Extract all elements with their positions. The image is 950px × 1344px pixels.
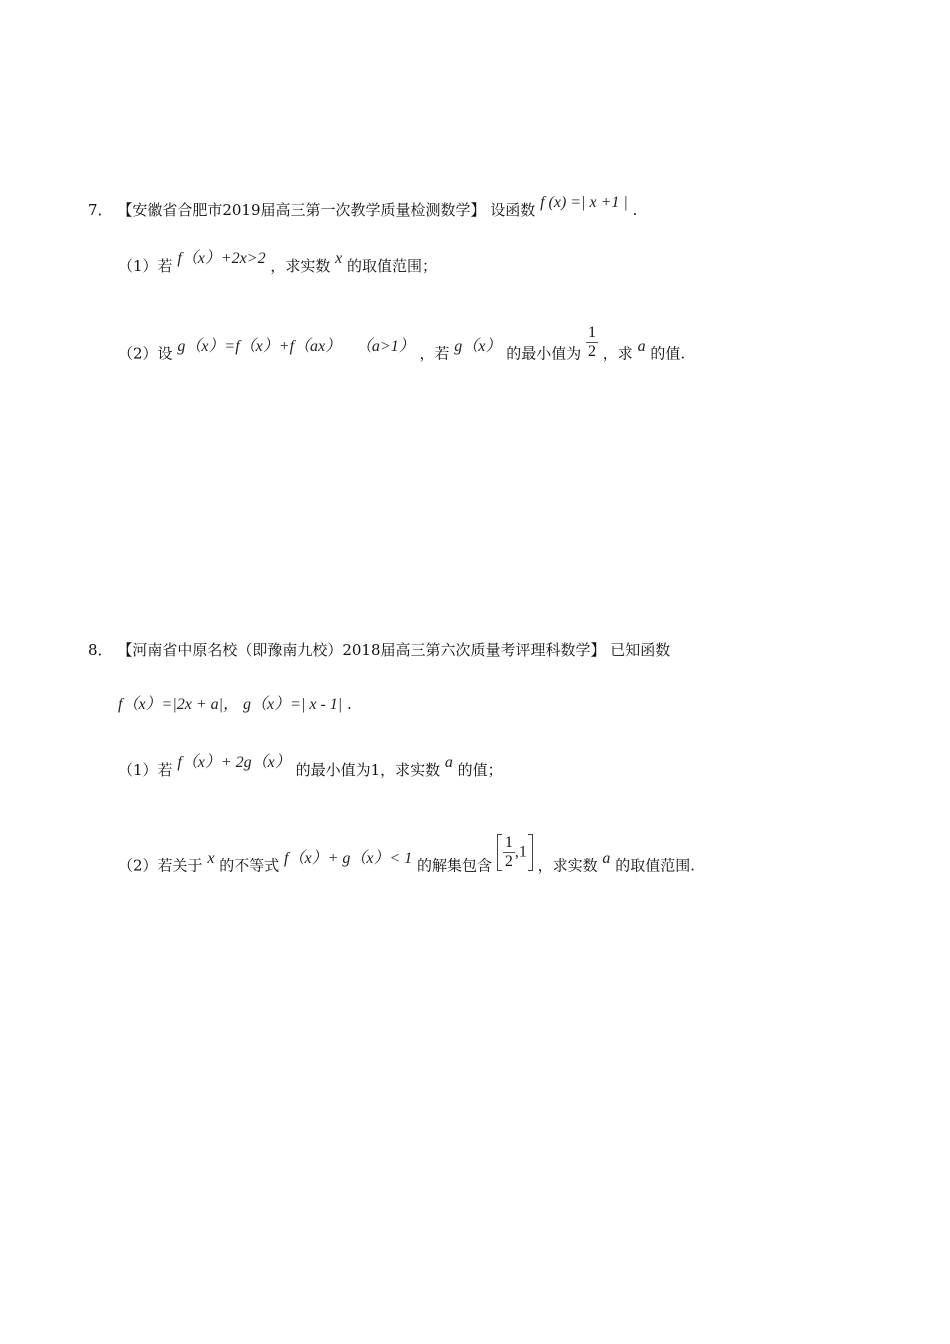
problem-8-header [88,640,670,660]
fraction-denominator: 2 [587,343,596,360]
variable-x: x [207,849,215,867]
variable-a: a [637,337,646,355]
problem-intro: 已知函数 [610,641,671,659]
part-text: ，求实数 [270,257,331,275]
part-text: 的取值范围； [347,257,438,275]
part-text: ，若 [419,344,450,363]
part-text: 的值. [650,344,686,363]
function-definition: f (x) =| x +1 | [540,194,628,211]
period: . [346,695,352,713]
variable-a: a [444,754,453,771]
problem-8-part-2 [118,834,695,885]
part-text: 的解集包含 [417,856,493,875]
part-text: 的最小值为1，求实数 [295,761,441,779]
part-text: ，求 [602,344,633,363]
problem-intro: 设函数 [490,201,536,219]
problem-number: 7． [88,201,113,219]
variable-x: x [335,250,343,267]
fraction-one-half [503,834,515,871]
inequality-expression: f（x）+ g（x）< 1 [284,849,413,867]
sum-expression: f（x）+ 2g（x） [177,754,291,771]
problem-8-functions [118,694,352,715]
part-text: 的最小值为 [506,344,582,363]
problem-7-part-2 [118,324,686,373]
problem-8-part-1 [118,754,503,781]
problem-number: 8． [88,641,113,659]
parameter-condition: （a>1） [355,337,415,355]
fraction-one-half [586,324,598,361]
part-label: （1）若 [118,257,173,275]
period: . [632,201,638,219]
part-label: （1）若 [118,761,173,779]
part-label: （2）若关于 [118,856,203,875]
part-text: ，求实数 [537,856,598,875]
problem-7-header [88,194,638,221]
variable-a: a [602,849,611,867]
part-text: 的不等式 [219,856,280,875]
part-label: （2）设 [118,344,173,363]
interval-end: ,1 [514,843,527,861]
problem-source: 【河南省中原名校（即豫南九校）2018届高三第六次质量考评理科数学】 [117,641,606,659]
condition-expression: f（x）+2x>2 [177,250,266,267]
interval-bracket [497,834,533,871]
g-definition: g（x）=f（x）+f（ax） [177,337,342,355]
problem-source: 【安徽省合肥市2019届高三第一次教学质量检测数学】 [117,201,486,219]
problem-7-part-1 [118,250,438,277]
part-text: 的值； [457,761,503,779]
fraction-numerator: 1 [587,324,596,341]
function-definitions: f（x）=|2x + a|， g（x）=| x - 1| [118,696,343,713]
g-function: g（x） [454,337,502,355]
fraction-denominator: 2 [504,853,513,870]
part-text: 的取值范围. [615,856,695,875]
fraction-numerator: 1 [504,834,513,851]
